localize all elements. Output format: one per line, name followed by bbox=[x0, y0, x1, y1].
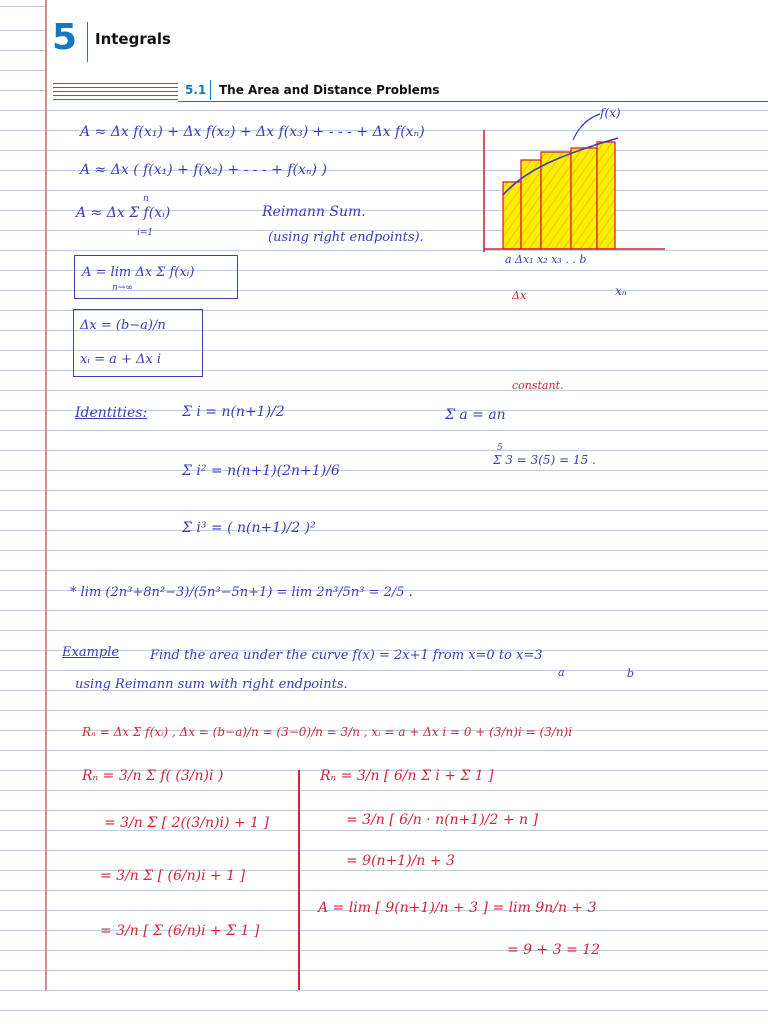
identities-heading: Identities: bbox=[75, 405, 148, 421]
riemann-sum-label: Reimann Sum. bbox=[262, 204, 366, 220]
graph-axis-labels: a Δx₁ x₂ x₃ . . b bbox=[505, 253, 587, 266]
margin-line bbox=[45, 0, 47, 990]
approx-line-1: A ≈ Δx f(x₁) + Δx f(x₂) + Δx f(x₃) + - - - + Δx f(xₙ) bbox=[80, 124, 425, 140]
riemann-graph bbox=[470, 100, 670, 260]
chapter-number: 5 bbox=[52, 17, 78, 58]
right-step-4: A = lim [ 9(n+1)/n + 3 ] = lim 9n/n + 3 bbox=[318, 900, 597, 916]
solution-divider bbox=[298, 770, 300, 990]
right-step-1: Rₙ = 3/n [ 6/n Σ i + Σ 1 ] bbox=[320, 768, 494, 784]
fx-label: f(x) bbox=[600, 106, 621, 120]
left-step-2: = 3/n Σ [ 2((3/n)i) + 1 ] bbox=[104, 815, 269, 831]
identity-2: Σ i² = n(n+1)(2n+1)/6 bbox=[182, 463, 340, 479]
problem-line-2: using Reimann sum with right endpoints. bbox=[75, 677, 348, 692]
riemann-rect-5 bbox=[597, 142, 615, 249]
left-step-3: = 3/n Σ [ (6/n)i + 1 ] bbox=[100, 868, 246, 884]
dx-label: Δx bbox=[512, 289, 527, 302]
final-answer: = 9 + 3 = 12 bbox=[507, 942, 601, 958]
chapter-divider bbox=[87, 22, 88, 62]
problem-a: a bbox=[558, 666, 565, 679]
const-example-upper: 5 bbox=[497, 443, 503, 453]
riemann-rect-4 bbox=[571, 148, 597, 249]
approx-line-3: A ≈ Δx Σ f(xᵢ) bbox=[76, 205, 171, 221]
right-step-2: = 3/n [ 6/n · n(n+1)/2 + n ] bbox=[346, 812, 538, 828]
section-rule-lines bbox=[53, 83, 178, 101]
right-step-3: = 9(n+1)/n + 3 bbox=[346, 853, 455, 869]
xn-label: xₙ bbox=[615, 284, 627, 298]
riemann-rect-2 bbox=[521, 160, 541, 249]
identity-1: Σ i = n(n+1)/2 bbox=[182, 404, 285, 420]
constant-sum: Σ a = an bbox=[445, 407, 506, 423]
left-step-1: Rₙ = 3/n Σ f( (3/n)i ) bbox=[82, 768, 224, 784]
problem-b: b bbox=[627, 667, 635, 680]
sum-lower-limit: i=1 bbox=[137, 228, 154, 238]
chapter-title: Integrals bbox=[95, 30, 171, 48]
riemann-definition-line: Rₙ = Δx Σ f(xᵢ) , Δx = (b−a)/n = (3−0)/n = 3/n , xᵢ = a + Δx i = 0 + (3/n)i = (3/n)i bbox=[82, 725, 573, 739]
dx-definition: Δx = (b−a)/n bbox=[80, 318, 166, 333]
section-divider bbox=[210, 80, 211, 100]
riemann-rect-3 bbox=[541, 152, 571, 249]
xi-definition: xᵢ = a + Δx i bbox=[80, 352, 162, 367]
riemann-note: (using right endpoints). bbox=[268, 230, 424, 245]
sum-upper-limit: n bbox=[143, 194, 149, 204]
limit-definition: A = lim Δx Σ f(xᵢ) bbox=[82, 265, 195, 280]
constant-example: Σ 3 = 3(5) = 15 . bbox=[493, 453, 596, 467]
approx-line-2: A ≈ Δx ( f(x₁) + f(x₂) + - - - + f(xₙ) ) bbox=[80, 162, 327, 178]
curve-label-arrow bbox=[573, 114, 600, 140]
section-title: The Area and Distance Problems bbox=[219, 83, 440, 97]
problem-line-1: Find the area under the curve f(x) = 2x+1 from x=0 to x=3 bbox=[150, 648, 543, 663]
constant-label: constant. bbox=[512, 379, 564, 392]
left-step-4: = 3/n [ Σ (6/n)i + Σ 1 ] bbox=[100, 923, 260, 939]
identity-3: Σ i³ = ( n(n+1)/2 )² bbox=[182, 520, 316, 536]
section-number: 5.1 bbox=[185, 83, 207, 97]
example-label: Example bbox=[62, 645, 120, 660]
limit-example: * lim (2n³+8n²−3)/(5n³−5n+1) = lim 2n³/5n³ = 2/5 . bbox=[70, 585, 413, 600]
limit-subscript: n→∞ bbox=[112, 283, 133, 293]
